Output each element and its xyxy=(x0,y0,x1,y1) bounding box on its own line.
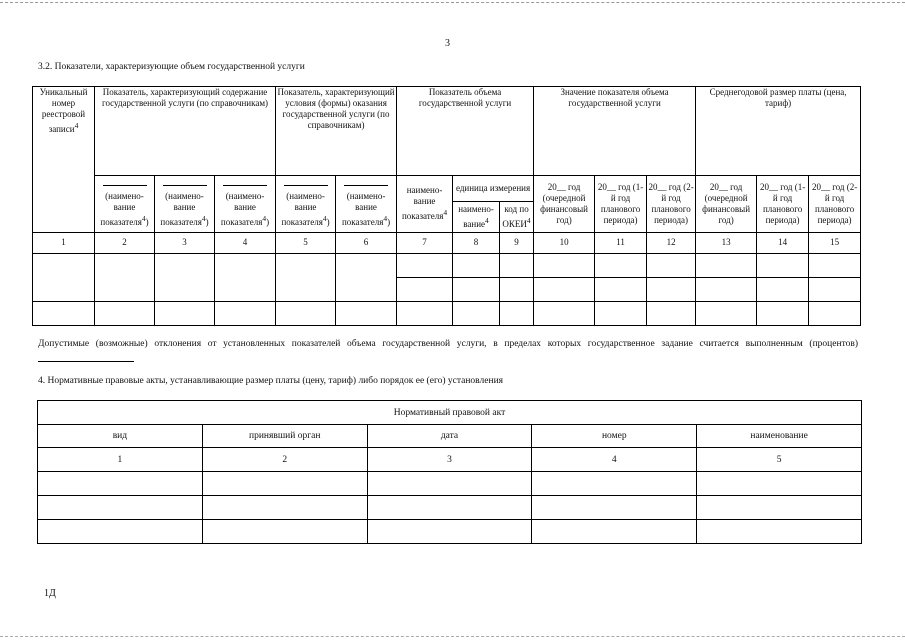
deviation-note xyxy=(38,338,858,362)
subheader-unit: единица измерения xyxy=(453,176,534,202)
col-number: 12 xyxy=(647,232,696,254)
section-3-2-title: 3.2. Показатели, характеризующие объем государственной услуги xyxy=(38,62,305,72)
col-number: 9 xyxy=(500,232,534,254)
col-number: 3 xyxy=(155,232,215,254)
col-number: 6 xyxy=(336,232,397,254)
subheader-content-name-1: (наимено- вание показателя$^4$) xyxy=(95,176,155,232)
deviation-note-text: Допустимые (возможные) отклонения от установленных показателей объема государственной услуги, в пределах которых государственное задание считается выполненным (процентов) xyxy=(38,339,858,349)
column-number-row xyxy=(33,232,861,254)
subheader-content-name-3: (наимено- вание показателя$^4$) xyxy=(215,176,276,232)
page-bottom-edge xyxy=(0,636,905,637)
table-row xyxy=(33,302,861,326)
col-number: 8 xyxy=(453,232,500,254)
col-number: 11 xyxy=(595,232,647,254)
subheader-content-name-2: (наимено- вание показателя$^4$) xyxy=(155,176,215,232)
table-row xyxy=(33,254,861,278)
col-issuing-body: принявший орган xyxy=(202,425,367,448)
subheader-unit-okei: код по ОКЕИ$^4$ xyxy=(500,202,534,232)
subheader-year-3: 20__ год (2-й год планового периода) xyxy=(647,176,696,232)
header-volume-indicator: Показатель объема государственной услуги xyxy=(397,87,534,176)
subheader-unit-name: наимено- вание$^4$ xyxy=(453,202,500,232)
col-number: 3 xyxy=(367,448,532,472)
header-conditions-indicator: Показатель, характеризующий условия (формы) оказания государственной услуги (по справочникам) xyxy=(276,87,397,176)
legal-acts-table xyxy=(37,400,862,544)
header-unique-record: Уникальный номер реестровой записи$^4$ xyxy=(33,87,95,233)
table-row xyxy=(38,472,862,496)
col-number: 1 xyxy=(38,448,203,472)
header-average-price: Среднегодовой размер платы (цена, тариф) xyxy=(696,87,861,176)
subheader-year-1: 20__ год (очередной финансовый год) xyxy=(534,176,595,232)
section-4-title: 4. Нормативные правовые акты, устанавливающие размер платы (цену, тариф) либо порядок ее (его) установления xyxy=(38,376,504,386)
table-row xyxy=(38,520,862,544)
col-date: дата xyxy=(367,425,532,448)
footer-mark: 1Д xyxy=(44,588,56,599)
deviation-fill-line xyxy=(38,352,134,362)
col-number: 4 xyxy=(215,232,276,254)
subheader-price-year-1: 20__ год (очередной финансовый год) xyxy=(696,176,757,232)
col-number: 7 xyxy=(397,232,453,254)
col-number: 15 xyxy=(809,232,861,254)
legal-act-header: Нормативный правовой акт xyxy=(38,401,862,425)
col-number: 13 xyxy=(696,232,757,254)
header-unique-record-text: Уникальный номер реестровой записи xyxy=(39,87,88,134)
subheader-volume-name: наимено- вание показателя$^4$ xyxy=(397,176,453,232)
col-number: 1 xyxy=(33,232,95,254)
subheader-price-year-3: 20__ год (2-й год планового периода) xyxy=(809,176,861,232)
subheader-year-2: 20__ год (1-й год планового периода) xyxy=(595,176,647,232)
subheader-price-year-2: 20__ год (1-й год планового периода) xyxy=(757,176,809,232)
header-value-indicator: Значение показателя объема государственной услуги xyxy=(534,87,696,176)
subheader-condition-name-1: (наимено- вание показателя$^4$) xyxy=(276,176,336,232)
volume-indicators-table xyxy=(32,86,861,326)
col-number: 5 xyxy=(697,448,862,472)
col-number: 4 xyxy=(532,448,697,472)
table-row xyxy=(38,496,862,520)
page-top-edge xyxy=(0,2,905,3)
col-number: 5 xyxy=(276,232,336,254)
col-number: 2 xyxy=(202,448,367,472)
subheader-condition-name-2: (наимено- вание показателя$^4$) xyxy=(336,176,397,232)
col-number: 2 xyxy=(95,232,155,254)
page-number: 3 xyxy=(445,38,450,49)
col-type: вид xyxy=(38,425,203,448)
header-content-indicator: Показатель, характеризующий содержание государственной услуги (по справочникам) xyxy=(95,87,276,176)
col-title: наименование xyxy=(697,425,862,448)
column-number-row xyxy=(38,448,862,472)
col-number: 10 xyxy=(534,232,595,254)
col-number: 14 xyxy=(757,232,809,254)
col-number: номер xyxy=(532,425,697,448)
